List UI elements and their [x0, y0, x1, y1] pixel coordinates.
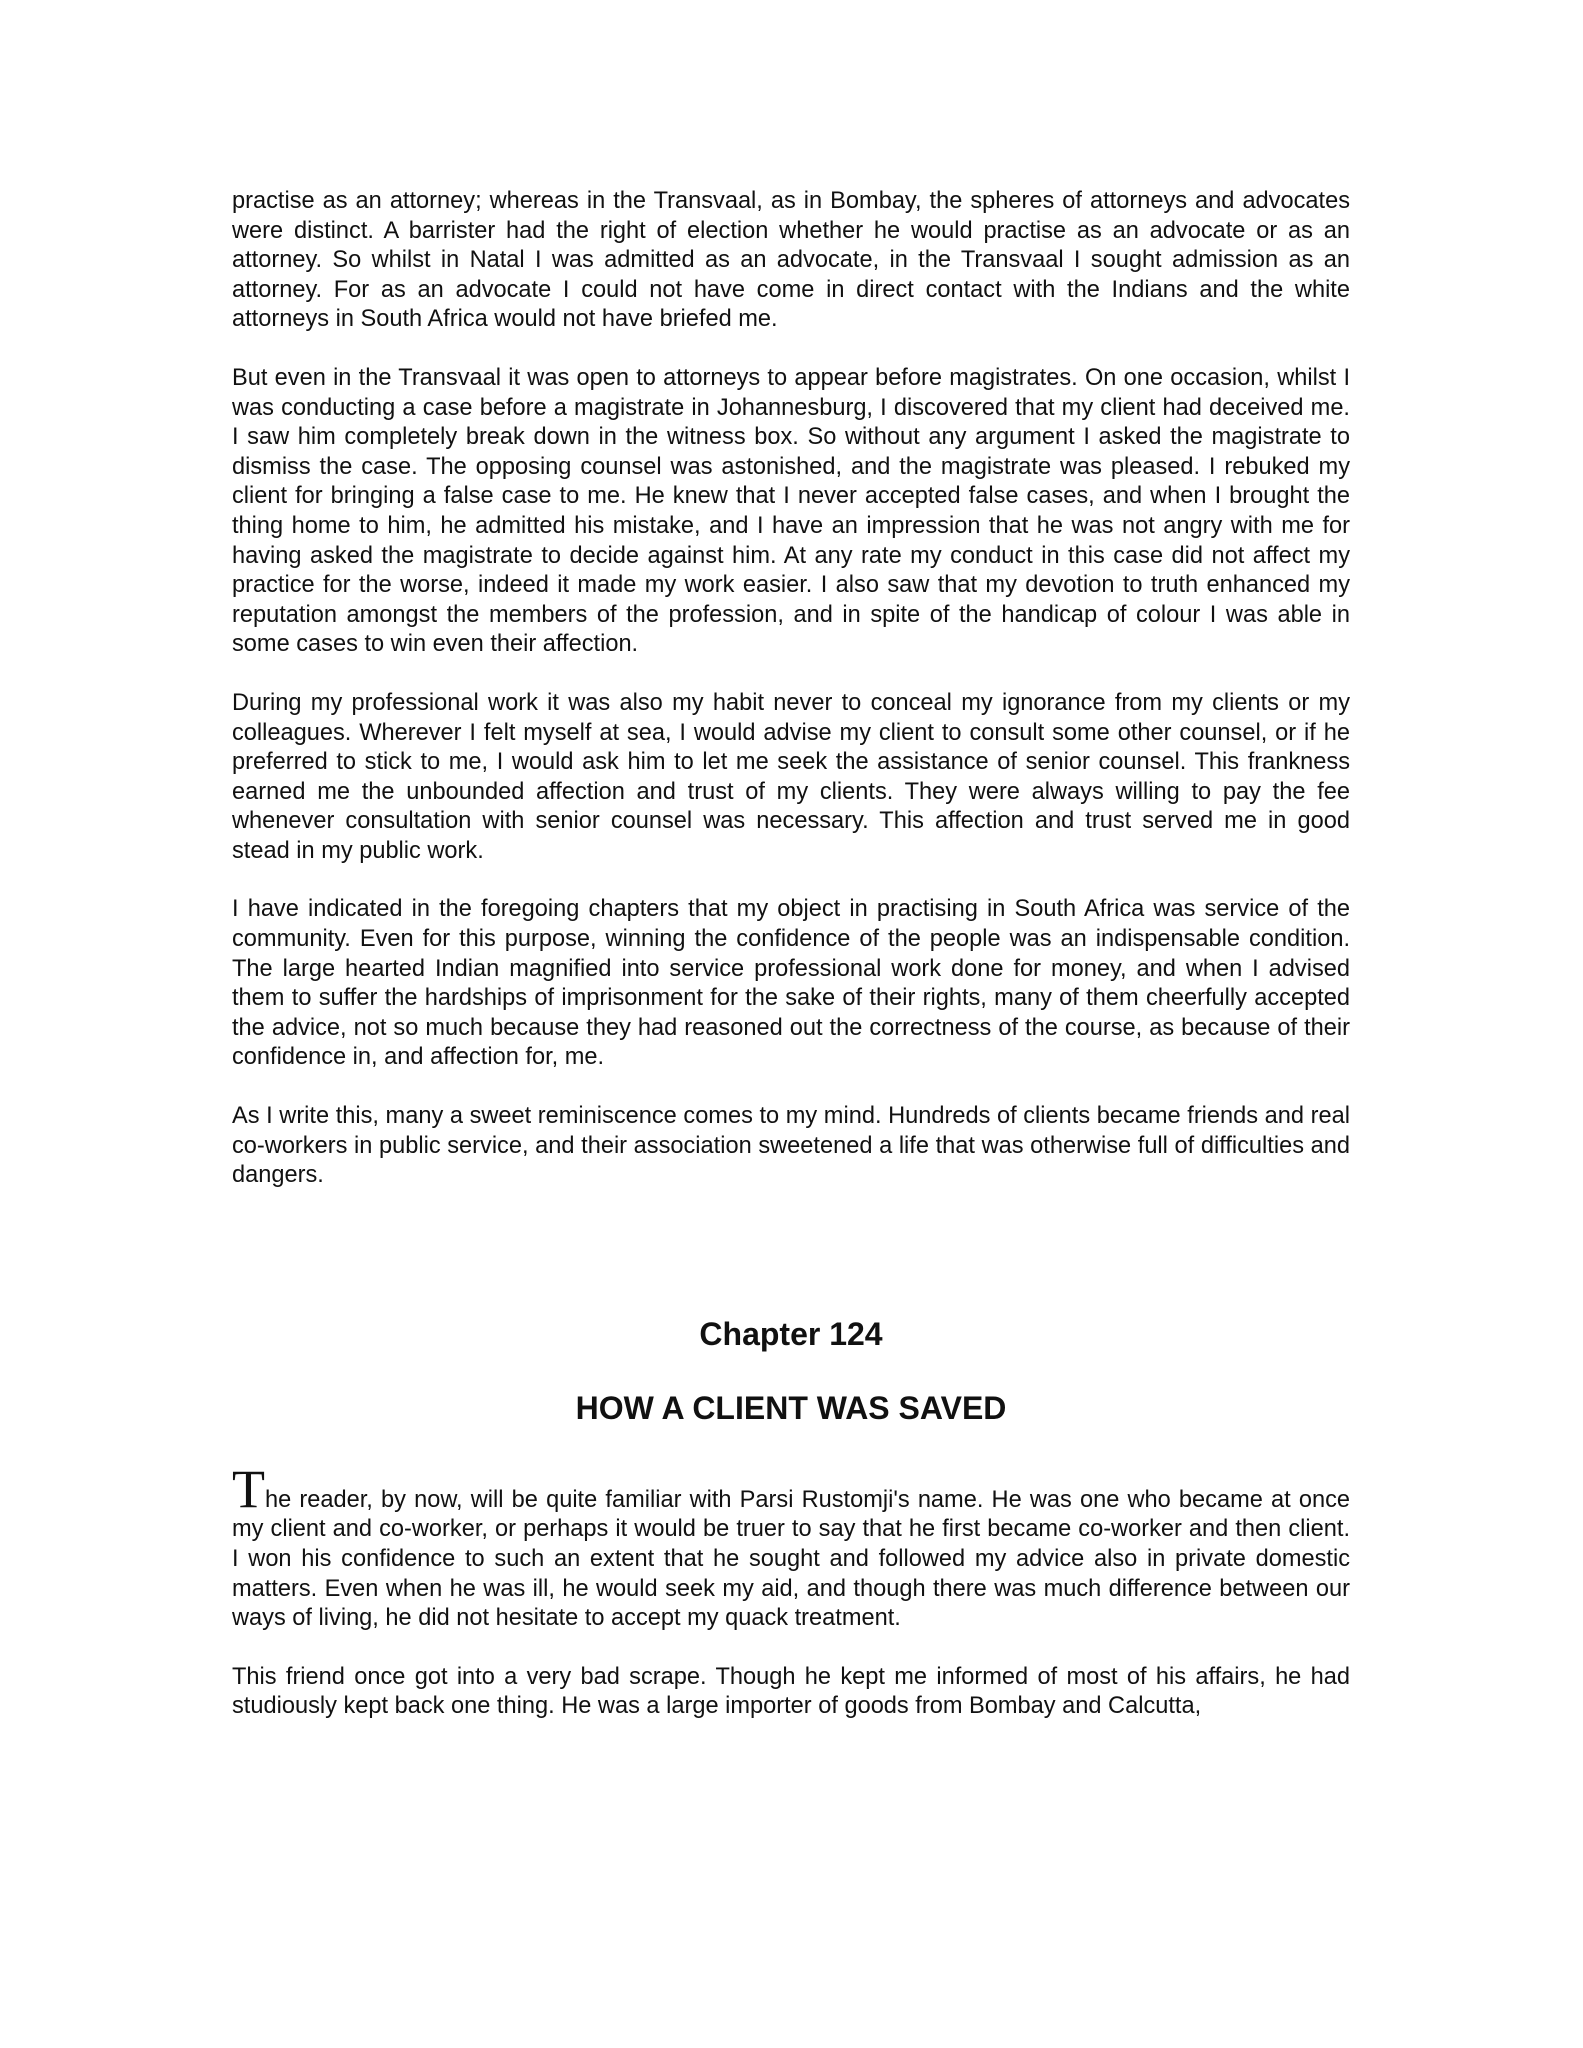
- body-paragraph-4: I have indicated in the foregoing chapters that my object in practising in South Africa was service of the community. Even for this purpose, winning the confidence of the people was an indispensable condition. The large hearted Indian magnified into service professional work done for money, and when I advised them to suffer the hardships of imprisonment for the sake of their rights, many of them cheerfully accepted the advice, not so much because they had reasoned out the correctness of the course, as because of their confidence in, and affection for, me.: [232, 896, 1350, 1071]
- chapter-second-paragraph: This friend once got into a very bad scrape. Though he kept me informed of most of his affairs, he had studiously kept back one thing. He was a large importer of goods from Bombay and Calcutta,: [232, 1663, 1350, 1720]
- document-page: [232, 187, 1350, 1722]
- chapter-first-paragraph: [232, 1458, 1350, 1634]
- body-paragraph-1: practise as an attorney; whereas in the Transvaal, as in Bombay, the spheres of attorneys and advocates were distinct. A barrister had the right of election whether he would practise as an advocate or as an attorney. So whilst in Natal I was admitted as an advocate, in the Transvaal I sought admission as an attorney. For as an advocate I could not have come in direct contact with the Indians and the white attorneys in South Africa would not have briefed me.: [232, 188, 1350, 333]
- body-paragraph-5: As I write this, many a sweet reminiscence comes to my mind. Hundreds of clients became friends and real co-workers in public service, and their association sweetened a life that was otherwise full of difficulties and dangers.: [232, 1103, 1350, 1189]
- body-paragraph-3: During my professional work it was also my habit never to conceal my ignorance from my clients or my colleagues. Wherever I felt myself at sea, I would advise my client to consult some other counsel, or if he preferred to stick to me, I would ask him to let me seek the assistance of senior counsel. This frankness earned me the unbounded affection and trust of my clients. They were always willing to pay the fee whenever consultation with senior counsel was necessary. This affection and trust served me in good stead in my public work.: [232, 689, 1350, 864]
- chapter-number: Chapter 124: [699, 1315, 883, 1352]
- chapter-first-paragraph-text: he reader, by now, will be quite familiar with Parsi Rustomji's name. He was one who became at once my client and co-worker, or perhaps it would be truer to say that he first became co-worker and then client. I won his confidence to such an extent that he sought and followed my advice also in private domestic matters. Even when he was ill, he would seek my aid, and though there was much difference between our ways of living, he did not hesitate to accept my quack treatment.: [232, 1486, 1350, 1632]
- body-paragraph-2: But even in the Transvaal it was open to attorneys to appear before magistrates. On one occasion, whilst I was conducting a case before a magistrate in Johannesburg, I discovered that my client had deceived me. I saw him completely break down in the witness box. So without any argument I asked the magistrate to dismiss the case. The opposing counsel was astonished, and the magistrate was pleased. I rebuked my client for bringing a false case to me. He knew that I never accepted false cases, and when I brought the thing home to him, he admitted his mistake, and I have an impression that he was not angry with me for having asked the magistrate to decide against him. At any rate my conduct in this case did not affect my practice for the worse, indeed it made my work easier. I also saw that my devotion to truth enhanced my reputation amongst the members of the profession, and in spite of the handicap of colour I was able in some cases to win even their affection.: [232, 364, 1350, 658]
- chapter-title: HOW A CLIENT WAS SAVED: [575, 1389, 1007, 1426]
- drop-cap: T: [232, 1458, 265, 1519]
